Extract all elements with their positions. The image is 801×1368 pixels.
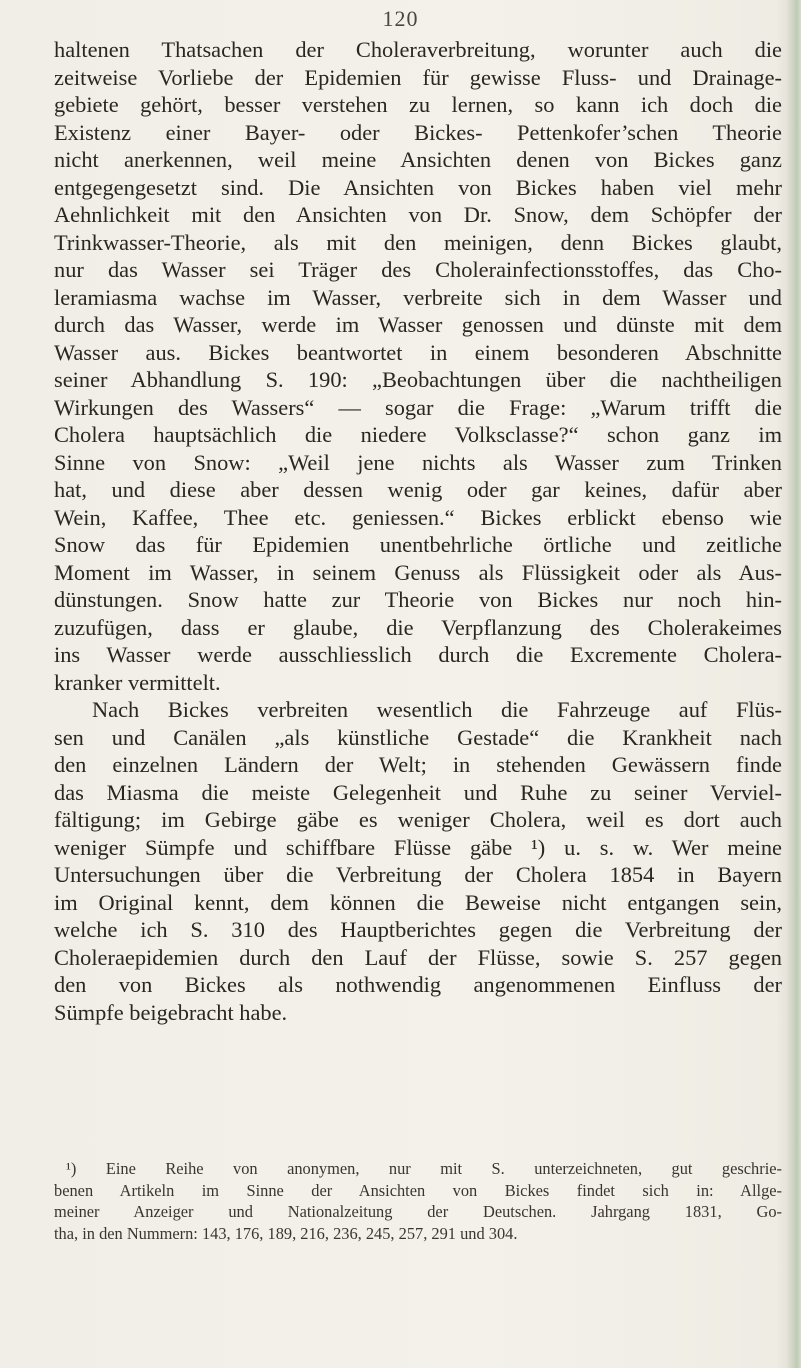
text-line: Wirkungen des Wassers“ — sogar die Frage: „Warum trifft die [54,394,782,420]
text-line: Moment im Wasser, in seinem Genuss als Flüssigkeit oder als Aus- [54,559,782,585]
text-line: sen und Canälen „als künstliche Gestade“ die Krankheit nach [54,724,782,750]
text-line: Existenz einer Bayer- oder Bickes- Pettenkofer’schen Theorie [54,119,782,145]
text-line: Untersuchungen über die Verbreitung der Cholera 1854 in Bayern [54,862,782,887]
page-number: 120 [382,6,419,31]
body-text [54,36,782,1026]
footnote-line: tha, in den Nummern: 143, 176, 189, 216, 236, 245, 257, 291 und 304. [54,1223,518,1243]
text-line: fältigung; im Gebirge gäbe es weniger Cholera, weil es dort auch [54,807,782,832]
text-line: zeitweise Vorliebe der Epidemien für gewisse Fluss- und Drainage- [54,64,782,90]
text-line: dünstungen. Snow hatte zur Theorie von Bickes nur noch hin- [54,587,782,612]
text-line: Aehnlichkeit mit den Ansichten von Dr. Snow, dem Schöpfer der [54,202,782,227]
text-line: Sinne von Snow: „Weil jene nichts als Wasser zum Trinken [54,449,782,475]
text-line: seiner Abhandlung S. 190: „Beobachtungen über die nachtheiligen [54,367,782,392]
paragraph-2 [54,696,782,1026]
text-line: durch das Wasser, werde im Wasser genossen und dünste mit dem [54,312,782,337]
text-line: Snow das für Epidemien unentbehrliche örtliche und zeitliche [54,532,782,557]
text-line: im Original kennt, dem können die Beweise nicht entgangen sein, [54,889,782,915]
text-line: Wasser aus. Bickes beantwortet in einem besonderen Abschnitte [54,339,782,365]
text-line: welche ich S. 310 des Hauptberichtes gegen die Verbreitung der [54,917,782,942]
text-line: den von Bickes als nothwendig angenommenen Einfluss der [54,972,782,997]
text-line: nicht anerkennen, weil meine Ansichten denen von Bickes ganz [54,147,782,172]
text-line: haltenen Thatsachen der Choleraverbreitung, worunter auch die [54,37,782,62]
text-line: gebiete gehört, besser verstehen zu lernen, so kann ich doch die [54,92,782,117]
footnote-line: meiner Anzeiger und Nationalzeitung der Deutschen. Jahrgang 1831, Go- [54,1202,782,1221]
paragraph-1 [54,36,782,696]
footnote-line: ¹) Eine Reihe von anonymen, nur mit S. unterzeichneten, gut geschrie- [66,1159,782,1178]
footnote-line: benen Artikeln im Sinne der Ansichten von Bickes findet sich in: Allge- [54,1180,782,1200]
text-line: Choleraepidemien durch den Lauf der Flüsse, sowie S. 257 gegen [54,944,782,970]
text-line: den einzelnen Ländern der Welt; in stehenden Gewässern finde [54,752,782,777]
text-line: hat, und diese aber dessen wenig oder gar keines, dafür aber [54,477,782,502]
text-line: nur das Wasser sei Träger des Cholerainfectionsstoffes, das Cho- [54,257,782,282]
text-line: Cholera hauptsächlich die niedere Volksclasse?“ schon ganz im [54,422,782,447]
text-line: zuzufügen, dass er glaube, die Verpflanzung des Cholerakeimes [54,614,782,640]
text-line: das Miasma die meiste Gelegenheit und Ruhe zu seiner Verviel- [54,779,782,805]
page-edge-shadow [787,0,801,1368]
footnote [54,1158,782,1244]
text-line: Wein, Kaffee, Thee etc. geniessen.“ Bickes erblickt ebenso wie [54,504,782,530]
text-line: ins Wasser werde ausschliesslich durch die Excremente Cholera- [54,642,782,667]
text-line: leramiasma wachse im Wasser, verbreite sich in dem Wasser und [54,284,782,310]
text-line: weniger Sümpfe und schiffbare Flüsse gäbe ¹) u. s. w. Wer meine [54,834,782,860]
text-line: entgegengesetzt sind. Die Ansichten von Bickes haben viel mehr [54,174,782,200]
text-line: Sümpfe beigebracht habe. [54,999,288,1025]
text-line: kranker vermittelt. [54,669,221,695]
text-line: Nach Bickes verbreiten wesentlich die Fahrzeuge auf Flüs- [92,697,782,722]
text-line: Trinkwasser-Theorie, als mit den meinigen, denn Bickes glaubt, [54,229,782,255]
